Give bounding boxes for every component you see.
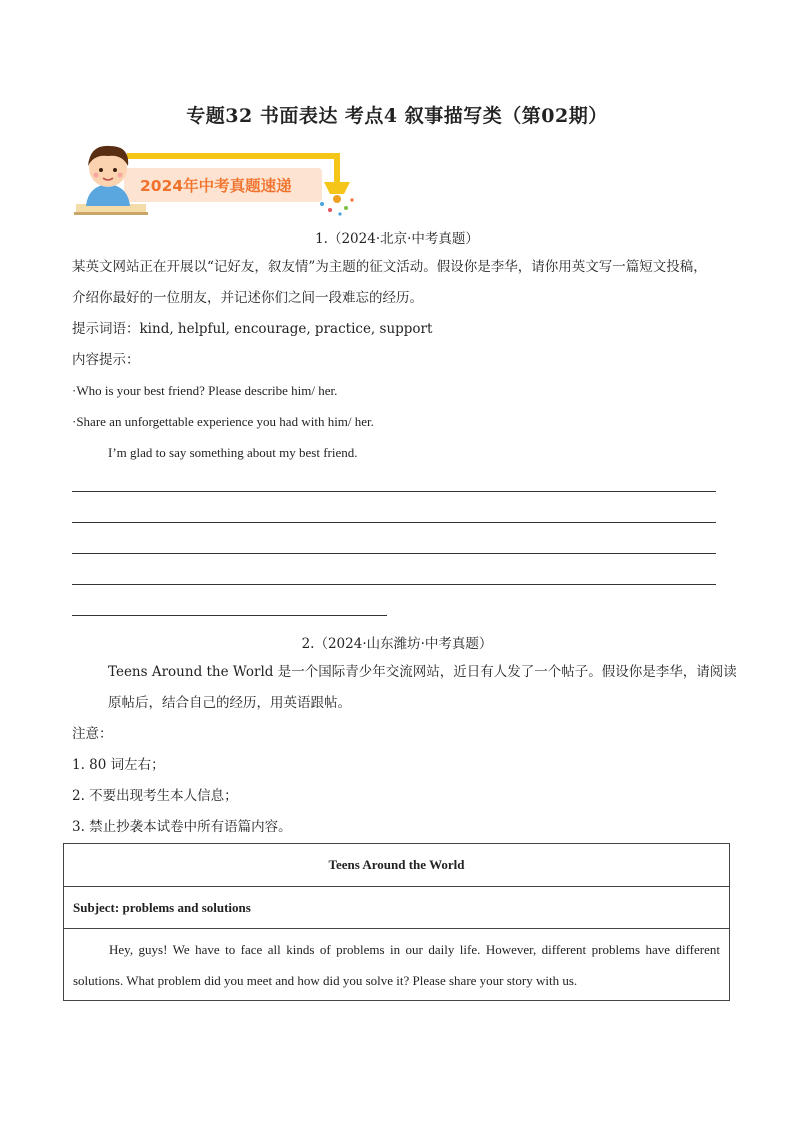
q1-prompt-line2: 介绍你最好的一位朋友，并记述你们之间一段难忘的经历。 [72, 290, 423, 306]
q2-prompt-line1: Teens Around the World 是一个国际青少年交流网站，近日有人发了一个帖子。假设你是李华，请阅读 [108, 664, 737, 680]
forum-post-table [63, 843, 730, 1001]
post-body [64, 929, 730, 1001]
q1-hint-2: ·Share an unforgettable experience you had with him/ her. [72, 414, 374, 429]
q1-heading: 1.（2024·北京·中考真题） [315, 231, 479, 247]
q1-hint-1: ·Who is your best friend? Please describe him/ her. [72, 383, 338, 398]
answer-line [72, 553, 716, 554]
q1-opening-sentence: I’m glad to say something about my best friend. [108, 445, 358, 460]
post-body-text: Hey, guys! We have to face all kinds of problems in our daily life. However, different problems have different solutions. What problem did you meet and how did you solve it? Please share your story with us. [73, 941, 720, 988]
answer-line [72, 584, 716, 585]
q2-note-3: 3. 禁止抄袭本试卷中所有语篇内容。 [72, 819, 292, 835]
answer-line [72, 615, 387, 616]
post-title: Teens Around the World [64, 844, 730, 887]
q2-notes-label: 注意： [72, 726, 113, 742]
post-subject: Subject: problems and solutions [64, 887, 730, 929]
answer-line [72, 522, 716, 523]
q2-note-2: 2. 不要出现考生本人信息； [72, 788, 238, 804]
banner-text: 2024年中考真题速递 [140, 177, 292, 195]
q2-prompt-line2: 原帖后，结合自己的经历，用英语跟帖。 [108, 695, 351, 711]
q2-heading: 2.（2024·山东潍坊·中考真题） [301, 636, 493, 652]
q2-note-1: 1. 80 词左右； [72, 757, 165, 773]
exam-banner [72, 138, 362, 222]
page-title: 专题32 书面表达 考点4 叙事描写类（第02期） [186, 105, 608, 127]
q1-prompt-line1: 某英文网站正在开展以“记好友，叙友情”为主题的征文活动。假设你是李华，请你用英文写一篇短文投稿， [72, 259, 707, 275]
answer-line [72, 491, 716, 492]
q1-keywords: 提示词语：kind, helpful, encourage, practice, support [72, 321, 433, 337]
q1-content-label: 内容提示： [72, 352, 140, 368]
